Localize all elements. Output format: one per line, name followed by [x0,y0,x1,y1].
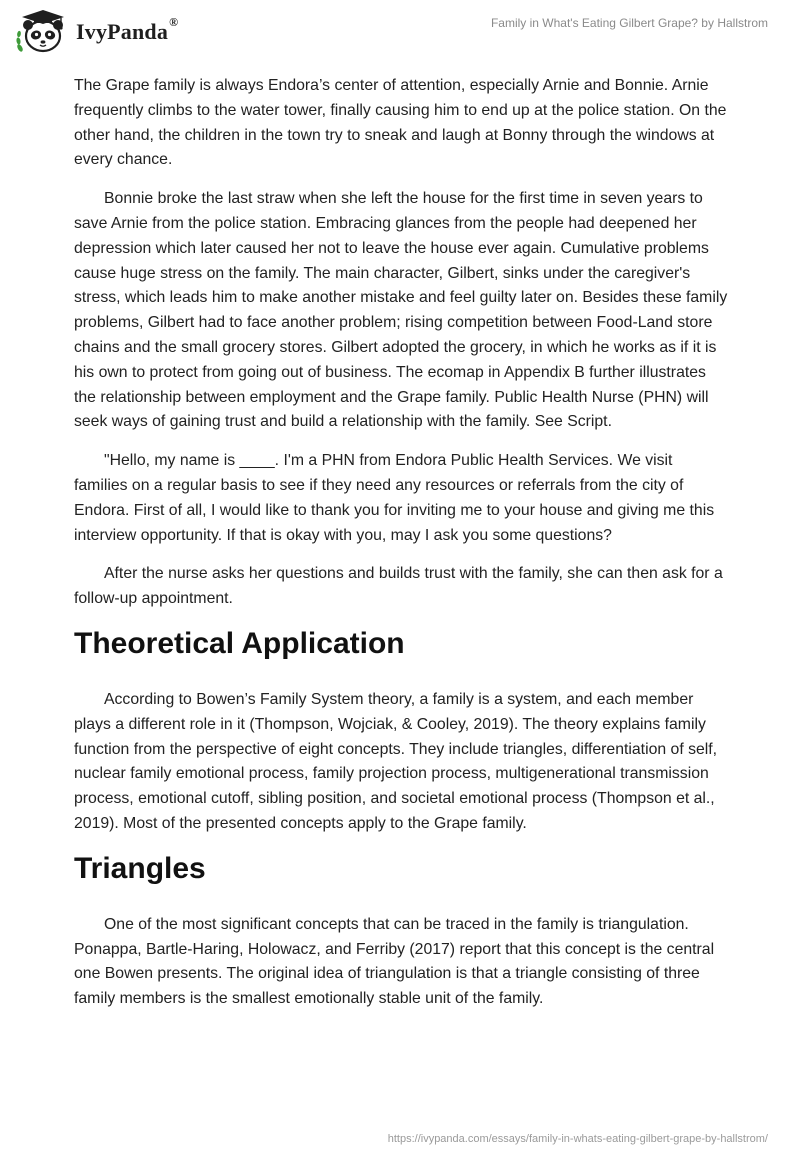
paragraph-grape-family-attention: The Grape family is always Endora’s center of attention, especially Arnie and Bonnie. Arnie frequently climbs to the water tower, finally causing him to end up at the police station. On the other hand, the children in the town try to sneak and laugh at Bonny through the windows at every chance. [74,77,727,169]
essay-body [74,74,730,1026]
page-header [0,0,800,60]
panda-graduation-cap-icon [14,8,72,54]
paragraph-triangulation: One of the most significant concepts that can be traced in the family is triangulation. Ponappa, Bartle-Haring, Holowacz, and Ferriby (2017) report that this concept is the central one Bowen presents. The original idea of triangulation is that a triangle consisting of three family members is the smallest emotionally stable unit of the family. [74,915,715,1008]
heading-theoretical-application: Theoretical Application [74,626,405,660]
document-running-title: Family in What's Eating Gilbert Grape? by Hallstrom [490,16,768,30]
heading-triangles: Triangles [74,851,206,885]
paragraph-phn-script: "Hello, my name is ____. I'm a PHN from Endora Public Health Services. We visit families on a regular basis to see if they need any resources or referrals from the city of Endora. First of all, I would like to thank you for inviting me to your house and giving me this interview opportunity. If that is okay with you, may I ask you some questions? [74,452,715,544]
paragraph-bowen-theory: According to Bowen’s Family System theory, a family is a system, and each member plays a different role in it (Thompson, Wojciak, & Cooley, 2019). The theory explains family function from the perspective of eight concepts. They include triangles, differentiation of self, nuclear family emotional process, family projection process, multigenerational transmission process, emotional cutoff, sibling position, and societal emotional process (Thompson et al., 2019). Most of the presented concepts apply to the Grape family. [74,690,718,832]
source-url-link[interactable]: https://ivypanda.com/essays/family-in-whats-eating-gilbert-grape-by-hallstrom/ [387,1133,768,1145]
registered-mark: ® [169,15,179,29]
paragraph-bonnie-last-straw: Bonnie broke the last straw when she left the house for the first time in seven years to save Arnie from the police station. Embracing glances from the people had deepened her depression which later caused her not to leave the house ever again. Cumulative problems cause huge stress on the family. The main character, Gilbert, sinks under the caregiver's stress, which leads him to make another mistake and feel guilty later on. Besides these family problems, Gilbert had to face another problem; rising competition between Food-Land store chains and the small grocery stores. Gilbert adopted the grocery, in which he works as if it is his own to protect from going out of business. The ecomap in Appendix B further illustrates the relationship between employment and the Grape family. Public Health Nurse (PHN) will seek ways of gaining trust and build a relationship with the family. See Script. [74,190,728,431]
ivypanda-logo[interactable] [14,8,178,54]
brand-name: IvyPanda® [76,15,179,44]
paragraph-follow-up: After the nurse asks her questions and builds trust with the family, she can then ask for a follow-up appointment. [74,565,723,608]
